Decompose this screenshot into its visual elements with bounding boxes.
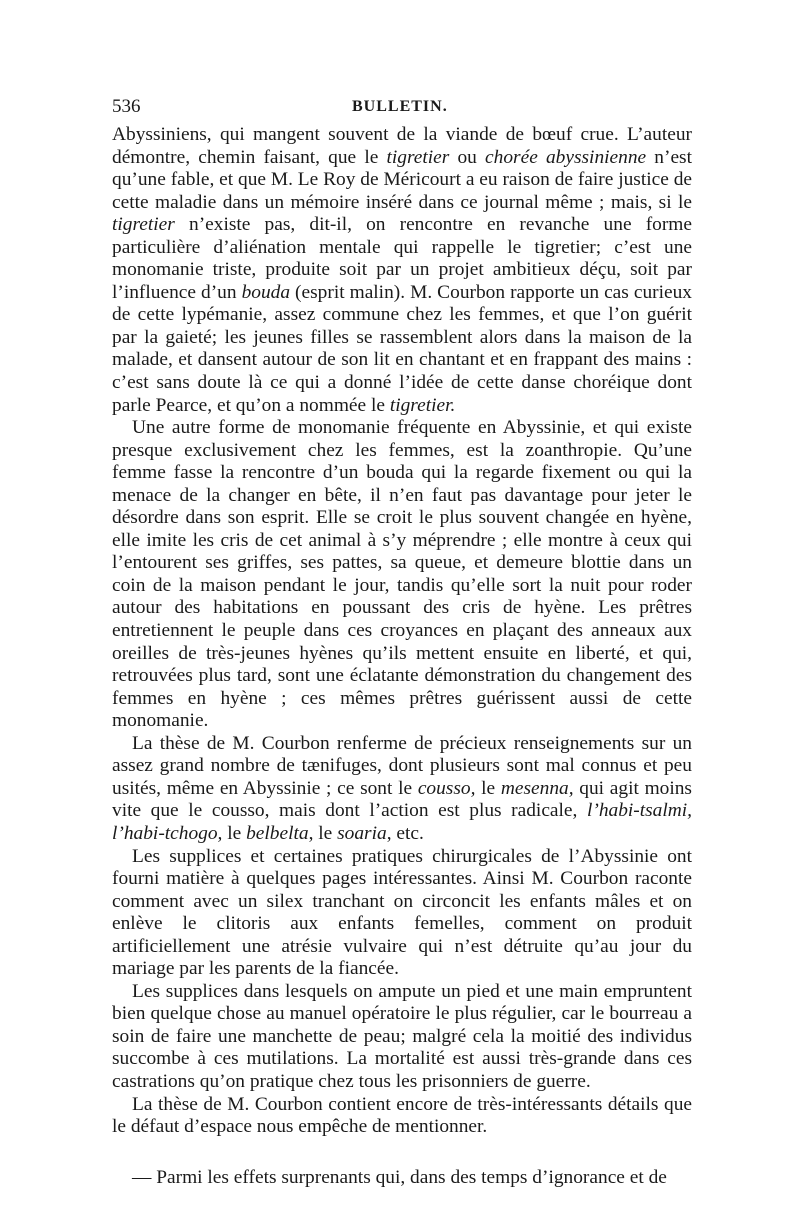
- text-run: (esprit malin). M. Courbon rapporte un cas curieux de cette lypémanie, assez commune chez les femmes, et que l’on guérit par la gaieté; les jeunes filles se rassemblent alors dans la maison de la malade, et dansent autour de son lit en chantant et en frappant des mains : c’est sans doute là ce qui a donné l’idée de cette danse choréique dont parle Pearce, et qu’on a nommée le: [112, 281, 692, 416]
- paragraph: [112, 417, 692, 733]
- italic-term: belbelta: [246, 822, 309, 844]
- paragraph: [112, 124, 692, 417]
- italic-term: l’habi-tchogo,: [112, 822, 223, 844]
- body-text: [112, 124, 692, 1189]
- italic-term: tigretier: [386, 146, 450, 168]
- page-number: 536: [112, 96, 141, 117]
- italic-term: mesenna,: [500, 777, 574, 799]
- paragraph: [112, 846, 692, 981]
- paragraph: [112, 1094, 692, 1139]
- text-run: ou: [449, 146, 486, 168]
- paragraph: [112, 733, 692, 846]
- italic-term: chorée abyssinienne: [485, 146, 647, 168]
- italic-term: soaria: [337, 822, 387, 844]
- paragraph: [112, 1167, 692, 1190]
- text-run: La thèse de M. Courbon renferme de précieux renseignements sur un assez grand nombre de tænifuges, dont plusieurs sont mal connus et peu usités, même en Abyssinie ; ce sont le: [112, 732, 692, 799]
- text-run: Les supplices dans lesquels on ampute un pied et une main empruntent bien quelque chose au manuel opératoire le plus régulier, car le bourreau a soin de faire une manchette de peau; malgré cela la moitié des individus succombe à ces mutilations. La mortalité est aussi très-grande dans ces castrations qu’on pratique chez tous les prisonniers de guerre.: [112, 980, 692, 1092]
- italic-term: cousso,: [417, 777, 476, 799]
- text-run: , etc.: [386, 822, 424, 844]
- italic-term: tigretier.: [389, 394, 456, 416]
- paragraph-gap: [112, 1139, 692, 1167]
- text-run: La thèse de M. Courbon contient encore de très-intéressants détails que le défaut d’espace nous empêche de mentionner.: [112, 1093, 692, 1138]
- text-run: Une autre forme de monomanie fréquente en Abyssinie, et qui existe presque exclusivement chez les femmes, est la zoanthropie. Qu’une femme fasse la rencontre d’un bouda qui la regarde fixement ou qui la menace de la changer en bête, il n’en faut pas davantage pour jeter le désordre dans son esprit. Elle se croit le plus souvent changée en hyène, elle imite les cris de cet animal à s’y méprendre ; elle montre à ceux qui l’entourent ses griffes, ses pattes, sa queue, et demeure blottie dans un coin de la maison pendant le jour, tandis qu’elle sort la nuit pour roder autour des habitations en poussant des cris de hyène. Les prêtres entretiennent le peuple dans ces croyances en plaçant des anneaux aux oreilles de très-jeunes hyènes qu’ils mettent ensuite en liberté, et qui, retrouvées plus tard, sont une éclatante démonstration du changement des femmes en hyène ; ces mêmes prêtres guérissent aussi de cette monomanie.: [112, 417, 692, 732]
- text-run: n’existe pas, dit-il, on rencontre en revanche une forme particulière d’aliénation mentale qui rappelle le tigretier; c’est une monomanie triste, produite soit par un projet ambitieux déçu, soit par l’influence d’un: [112, 214, 692, 303]
- italic-term: bouda: [241, 281, 291, 303]
- text-run: — Parmi les effets surprenants qui, dans des temps d’ignorance et de: [132, 1166, 667, 1188]
- italic-term: tigretier: [112, 214, 175, 236]
- text-run: Abyssiniens, qui mangent souvent de la viande de bœuf crue. L’auteur démontre, chemin faisant, que le: [112, 124, 692, 168]
- text-run: le: [475, 777, 501, 799]
- text-run: le: [222, 822, 247, 844]
- text-run: n’est qu’une fable, et que M. Le Roy de Méricourt a eu raison de faire justice de cette maladie dans un mémoire inséré dans ce journal même ; mais, si le: [112, 146, 692, 213]
- italic-term: l’habi-tsalmi,: [586, 800, 692, 822]
- page-header: [112, 96, 692, 120]
- text-run: qui agit moins vite que le cousso, mais dont l’action est plus radicale,: [112, 777, 692, 822]
- text-run: Les supplices et certaines pratiques chirurgicales de l’Abyssinie ont fourni matière à quelques pages intéressantes. Ainsi M. Courbon raconte comment avec un silex tranchant on circoncit les enfants mâles et on enlève le clitoris aux enfants femelles, comment on produit artificiellement une atrésie vulvaire qui n’est détruite qu’au jour du mariage par les parents de la fiancée.: [112, 845, 692, 980]
- paragraph: [112, 981, 692, 1094]
- running-head: BULLETIN.: [352, 98, 448, 115]
- text-run: , le: [308, 822, 338, 844]
